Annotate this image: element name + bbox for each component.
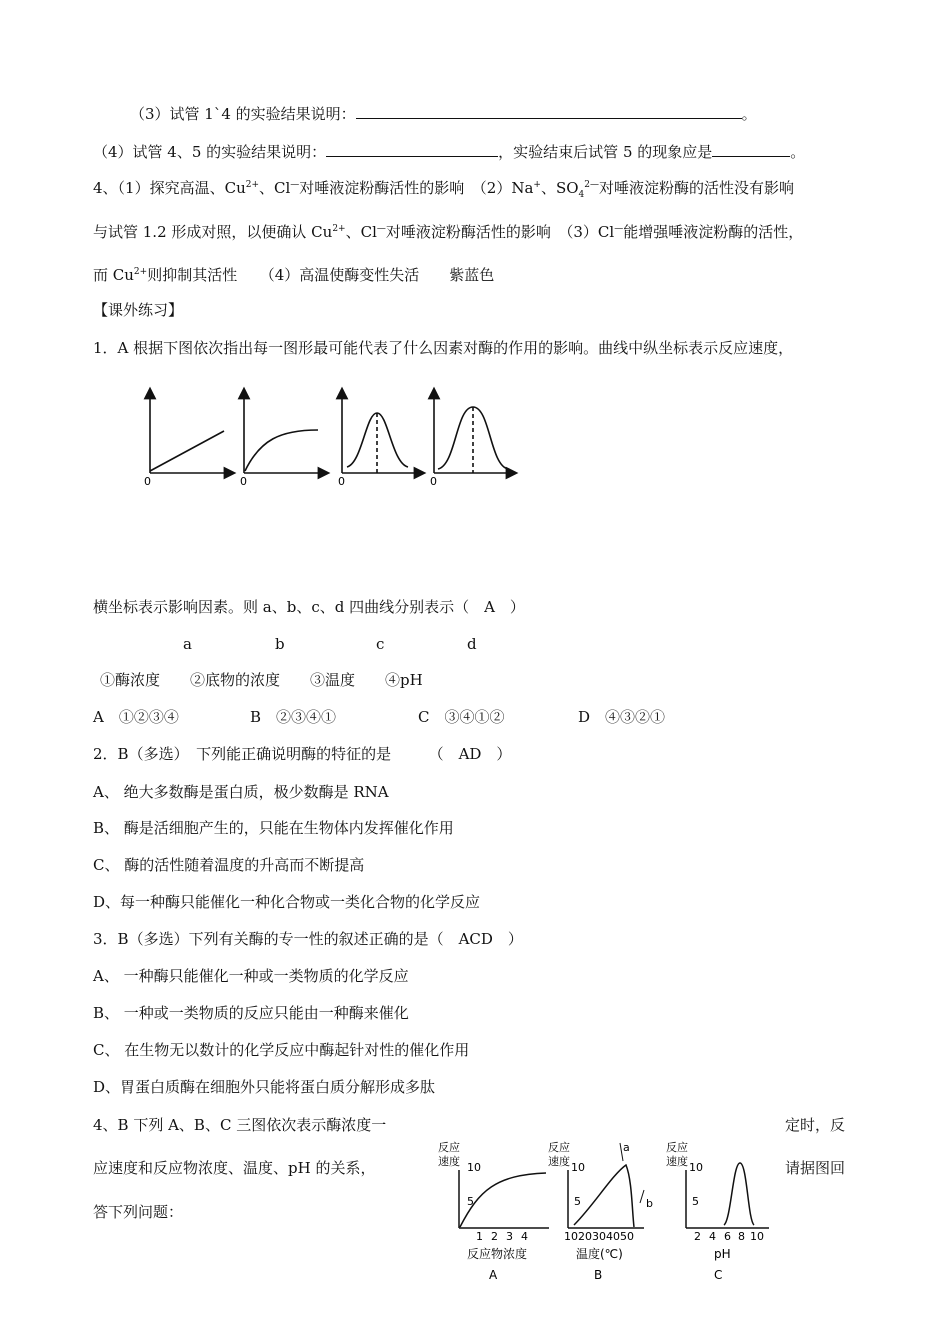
answer4-text: 能增强唾液淀粉酶的活性， (623, 223, 804, 241)
x-tick: 6 (724, 1230, 731, 1243)
mark-b: b (646, 1197, 653, 1210)
y-tick: 5 (467, 1195, 474, 1208)
graph-d (434, 393, 512, 473)
y-label-top: 反应 (666, 1141, 688, 1154)
q4-result-line (93, 141, 805, 162)
curve-b (574, 1165, 634, 1227)
answer4-text: 、Cl (345, 223, 377, 241)
y-label-top: 反应 (438, 1141, 460, 1154)
answer4-text: 、Cl (259, 179, 291, 197)
x-label: 温度(℃) (576, 1247, 623, 1261)
subscript: 4 (578, 190, 585, 200)
graph-a (150, 393, 230, 473)
x-tick: 4 (521, 1230, 528, 1243)
x-ticks: 1020304050 (564, 1230, 634, 1243)
superscript: — (376, 224, 386, 234)
q4-stem-l3: 答下列问题： (93, 1203, 184, 1221)
q2-option-a: A、 绝大多数酶是蛋白质，极少数酶是 RNA (93, 783, 389, 801)
q2-stem: 2．B（多选） 下列能正确说明酶的特征的是 （ AD ） (93, 745, 512, 763)
q4-result-suffix: 。 (790, 143, 806, 161)
origin-label: 0 (338, 475, 345, 488)
q2-option-d: D、每一种酶只能催化一种化合物或一类化合物的化学反应 (93, 893, 481, 911)
section-title: 【课外练习】 (93, 301, 184, 319)
answer4-text: 与试管 1.2 形成对照，以便确认 Cu (93, 223, 333, 241)
q4-result-mid: ，实验结束后试管 5 的现象应是 (498, 143, 713, 161)
q4-answer-blank-1[interactable] (326, 141, 498, 157)
x-tick: 4 (709, 1230, 716, 1243)
q4-stem-l2-right: 请据图回 (785, 1159, 846, 1177)
q4-stem-l1-left: 4、B 下列 A、B、C 三图依次表示酶浓度一 (93, 1116, 387, 1134)
y-tick: 10 (689, 1161, 703, 1174)
answer4-line2 (93, 222, 803, 242)
q1-factors: ①酶浓度 ②底物的浓度 ③温度 ④pH (100, 671, 423, 689)
q3-result-prefix: （3）试管 1`4 的实验结果说明： (130, 105, 356, 123)
q3-result-suffix: 。 (741, 105, 757, 123)
q3-option-b: B、 一种或一类物质的反应只能由一种酶来催化 (93, 1004, 409, 1022)
answer4-line1 (93, 178, 794, 198)
answer4-text: 而 Cu (93, 266, 134, 284)
q3-result-line (130, 103, 757, 124)
q3-option-d: D、胃蛋白质酶在细胞外只能将蛋白质分解形成多肽 (93, 1078, 436, 1096)
superscript: 2— (584, 180, 600, 190)
q4-graph-c (666, 1140, 769, 1282)
x-tick: 8 (738, 1230, 745, 1243)
q4-answer-blank-2[interactable] (712, 141, 790, 157)
q1-stem2: 横坐标表示影响因素。则 a、b、c、d 四曲线分别表示（ A ） (93, 598, 525, 616)
caption-b: B (594, 1268, 603, 1282)
q4-graph-a (438, 1140, 549, 1282)
q3-answer-blank[interactable] (356, 103, 742, 119)
superscript: 2+ (245, 180, 260, 190)
graph-b (244, 393, 324, 473)
q1-label-c: c (376, 635, 385, 653)
q2-option-c: C、 酶的活性随着温度的升高而不断提高 (93, 856, 365, 874)
y-tick: 5 (692, 1195, 699, 1208)
origin-label: 0 (240, 475, 247, 488)
x-label: pH (714, 1247, 731, 1261)
q1-option-d: D ④③②① (578, 708, 666, 726)
q3-stem: 3．B（多选）下列有关酶的专一性的叙述正确的是（ ACD ） (93, 930, 523, 948)
superscript: + (533, 180, 541, 190)
mark-a: a (623, 1141, 630, 1154)
caption-a: A (489, 1268, 498, 1282)
superscript: 2+ (332, 224, 346, 234)
x-tick: 10 (750, 1230, 764, 1243)
answer4-line3 (93, 265, 494, 285)
y-tick: 5 (574, 1195, 581, 1208)
y-label-bottom: 速度 (548, 1155, 570, 1168)
origin-label: 0 (430, 475, 437, 488)
q4-stem-l2-left: 应速度和反应物浓度、温度、pH 的关系， (93, 1159, 376, 1177)
curve-b (245, 430, 318, 471)
q1-option-c: C ③④①② (418, 708, 505, 726)
y-label-bottom: 速度 (438, 1155, 460, 1168)
caption-c: C (714, 1268, 723, 1282)
x-tick: 3 (506, 1230, 513, 1243)
y-tick: 10 (467, 1161, 481, 1174)
mark-b-arrow (640, 1190, 644, 1203)
y-label-bottom: 速度 (666, 1155, 688, 1168)
q1-label-a: a (183, 635, 192, 653)
q4-stem-l1-right: 定时，反 (785, 1116, 846, 1134)
graph-c (342, 393, 420, 473)
answer4-text: 对唾液淀粉酶活性的影响 （3）Cl (385, 223, 615, 241)
q1-label-d: d (467, 635, 477, 653)
q1-stem: 1．A 根据下图依次指出每一图形最可能代表了什么因素对酶的作用的影响。曲线中纵坐标表示反应速度， (93, 339, 794, 357)
q3-option-a: A、 一种酶只能催化一种或一类物质的化学反应 (93, 967, 409, 985)
x-tick: 1 (476, 1230, 483, 1243)
x-tick: 2 (491, 1230, 498, 1243)
curve-a (150, 431, 224, 471)
answer4-text: 对唾液淀粉酶的活性没有影响 (599, 179, 795, 197)
q1-graphs (140, 385, 580, 495)
answer4-text: 则抑制其活性 （4）高温使酶变性失活 紫蓝色 (147, 266, 495, 284)
y-label-top: 反应 (548, 1141, 570, 1154)
x-tick: 2 (694, 1230, 701, 1243)
superscript: — (290, 180, 300, 190)
q4-result-prefix: （4）试管 4、5 的实验结果说明： (93, 143, 327, 161)
answer4-text: 对唾液淀粉酶活性的影响 （2）Na (299, 179, 534, 197)
answer4-text: 4、（1）探究高温、Cu (93, 179, 246, 197)
superscript: — (614, 224, 624, 234)
answer4-text: 、SO (540, 179, 579, 197)
q3-option-c: C、 在生物无以数计的化学反应中酶起针对性的催化作用 (93, 1041, 470, 1059)
x-label: 反应物浓度 (467, 1247, 528, 1261)
superscript: 2+ (133, 267, 148, 277)
q4-graph-b (548, 1140, 653, 1282)
q1-option-b: B ②③④① (250, 708, 337, 726)
curve-c (724, 1163, 754, 1225)
origin-label: 0 (144, 475, 151, 488)
q4-graphs (434, 1135, 779, 1285)
q2-option-b: B、 酶是活细胞产生的，只能在生物体内发挥催化作用 (93, 819, 454, 837)
q1-option-a: A ①②③④ (93, 708, 179, 726)
q1-label-b: b (275, 635, 285, 653)
y-tick: 10 (571, 1161, 585, 1174)
